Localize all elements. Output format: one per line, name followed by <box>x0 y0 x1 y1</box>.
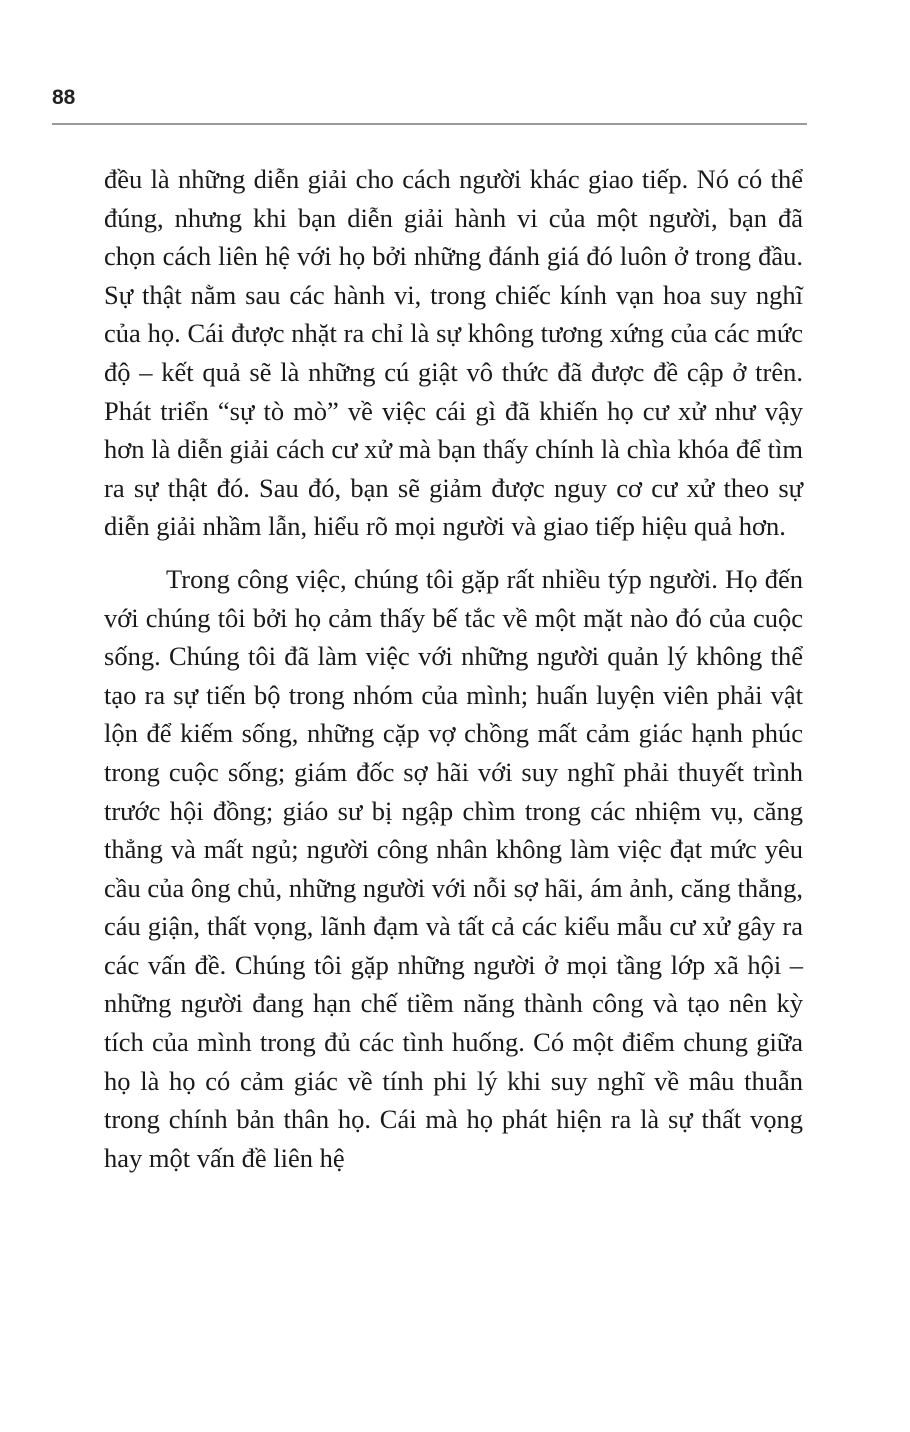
page-number: 88 <box>52 86 76 109</box>
body-text <box>104 160 803 1177</box>
page-header <box>52 86 807 126</box>
paragraph: Trong công việc, chúng tôi gặp rất nhiều týp người. Họ đến với chúng tôi bởi họ cảm thấy bế tắc về một mặt nào đó của cuộc sống. Chúng tôi đã làm việc với những người quản lý không thể tạo ra sự tiến bộ trong nhóm của mình; huấn luyện viên phải vật lộn để kiếm sống, những cặp vợ chồng mất cảm giác hạnh phúc trong cuộc sống; giám đốc sợ hãi với suy nghĩ phải thuyết trình trước hội đồng; giáo sư bị ngập chìm trong các nhiệm vụ, căng thẳng và mất ngủ; người công nhân không làm việc đạt mức yêu cầu của ông chủ, những người với nỗi sợ hãi, ám ảnh, căng thẳng, cáu giận, thất vọng, lãnh đạm và tất cả các kiểu mẫu cư xử gây ra các vấn đề. Chúng tôi gặp những người ở mọi tầng lớp xã hội – những người đang hạn chế tiềm năng thành công và tạo nên kỳ tích của mình trong đủ các tình huống. Có một điểm chung giữa họ là họ có cảm giác về tính phi lý khi suy nghĩ về mâu thuẫn trong chính bản thân họ. Cái mà họ phát hiện ra là sự thất vọng hay một vấn đề liên hệ <box>104 563 803 1173</box>
header-divider <box>52 123 807 125</box>
paragraph-continued: đều là những diễn giải cho cách người khác giao tiếp. Nó có thể đúng, nhưng khi bạn diễn giải hành vi của một người, bạn đã chọn cách liên hệ với họ bởi những đánh giá đó luôn ở trong đầu. Sự thật nằm sau các hành vi, trong chiếc kính vạn hoa suy nghĩ của họ. Cái được nhặt ra chỉ là sự không tương xứng của các mức độ – kết quả sẽ là những cú giật vô thức đã được đề cập ở trên. Phát triển “sự tò mò” về việc cái gì đã khiến họ cư xử như vậy hơn là diễn giải cách cư xử mà bạn thấy chính là chìa khóa để tìm ra sự thật đó. Sau đó, bạn sẽ giảm được nguy cơ cư xử theo sự diễn giải nhầm lẫn, hiểu rõ mọi người và giao tiếp hiệu quả hơn. <box>104 164 803 542</box>
